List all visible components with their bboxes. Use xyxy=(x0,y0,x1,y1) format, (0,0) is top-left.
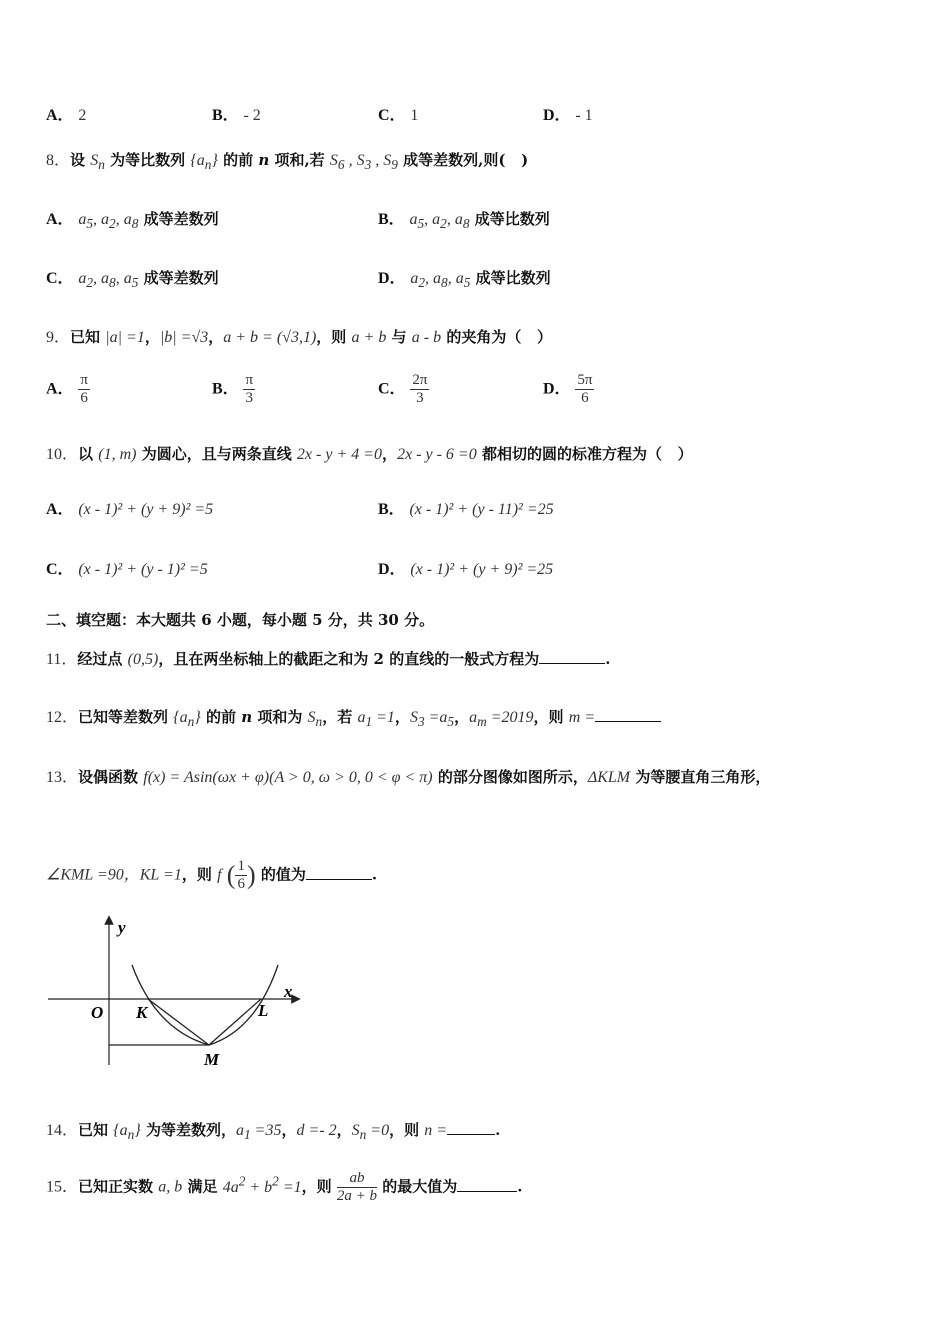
q9-option-c: C． $\frac{2\pi}{3}$ xyxy=(378,372,428,406)
label-x: x xyxy=(284,982,293,1001)
question-13-line2: ∠KML =90，KL =1，则 f ( $\frac{1}{6}$ ) 的值为 . xyxy=(46,858,378,892)
q8-option-a: A． $a_5$, $a_2$, $a_8$ 成等差数列 xyxy=(46,210,219,232)
graph-figure xyxy=(46,915,306,1075)
question-8: 8．设 $S_n$ 为等比数列 $\{a_n\}$ 的前 n 项和,若 $S_6$ , $S_3$ , $S_9$ 成等差数列,则( ) xyxy=(46,151,529,173)
question-14: 14．已知 $\{a_n\}$ 为等差数列，$a_1 =35$，d =- 2，$S_n =0$，则 n = . xyxy=(46,1121,501,1143)
q7-option-c: C． 1 xyxy=(378,107,419,124)
question-9: 9．已知 |a| =1，|b| =√3，a + b = (√3,1)，则 a + b 与 a - b 的夹角为（ ） xyxy=(46,328,552,346)
q10-option-c: C． (x - 1)² + (y - 1)² =5 xyxy=(46,561,208,578)
q9-option-b: B． $\frac{\pi}{3}$ xyxy=(212,372,254,406)
q10-option-a: A． (x - 1)² + (y + 9)² =5 xyxy=(46,501,214,518)
section-heading: 二、填空题：本大题共 6 小题，每小题 5 分，共 30 分。 xyxy=(46,611,435,629)
label-l: L xyxy=(258,1001,269,1020)
question-12: 12．已知等差数列 $\{a_n\}$ 的前 n 项和为 $S_n$，若 $a_1 =1$，$S_3 =a_5$，$a_m =2019$，则 m = xyxy=(46,704,661,730)
q9-option-d: D． $\frac{5\pi}{6}$ xyxy=(543,372,593,406)
label-o: O xyxy=(91,1003,104,1022)
q9-option-a: A． $\frac{\pi}{6}$ xyxy=(46,372,88,406)
side-lm xyxy=(209,999,261,1045)
q8-option-c: C． $a_2$, $a_8$, $a_5$ 成等差数列 xyxy=(46,269,219,291)
q10-option-b: B． (x - 1)² + (y - 11)² =25 xyxy=(378,501,554,518)
q7-option-a: A． 2 xyxy=(46,107,87,124)
question-10: 10．以 (1, m) 为圆心，且与两条直线 2x - y + 4 =0，2x - y - 6 =0 都相切的圆的标准方程为（ ） xyxy=(46,445,693,463)
q7-option-b: B． - 2 xyxy=(212,107,261,124)
side-km xyxy=(148,999,209,1045)
question-15: 15．已知正实数 a, b 满足 $4a^2 + b^2 =1$，则 $\frac{ab}{2a + b}$ 的最大值为 . xyxy=(46,1170,523,1204)
q10-option-d: D． (x - 1)² + (y + 9)² =25 xyxy=(378,561,554,578)
label-k: K xyxy=(136,1003,148,1022)
question-13-line1: 13．设偶函数 f(x) = Asin(ωx + φ)(A > 0, ω > 0, 0 < φ < π) 的部分图像如图所示，ΔKLM 为等腰直角三角形， xyxy=(46,768,771,786)
label-y: y xyxy=(118,918,126,937)
q8-option-b: B． $a_5$, $a_2$, $a_8$ 成等比数列 xyxy=(378,210,550,232)
question-11: 11．经过点 (0,5)，且在两坐标轴上的截距之和为 2 的直线的一般式方程为 . xyxy=(46,650,611,668)
label-m: M xyxy=(204,1050,220,1069)
q8-option-d: D． $a_2$, $a_8$, $a_5$ 成等比数列 xyxy=(378,269,551,291)
q7-option-d: D． - 1 xyxy=(543,107,593,124)
cosine-curve xyxy=(132,965,278,1045)
